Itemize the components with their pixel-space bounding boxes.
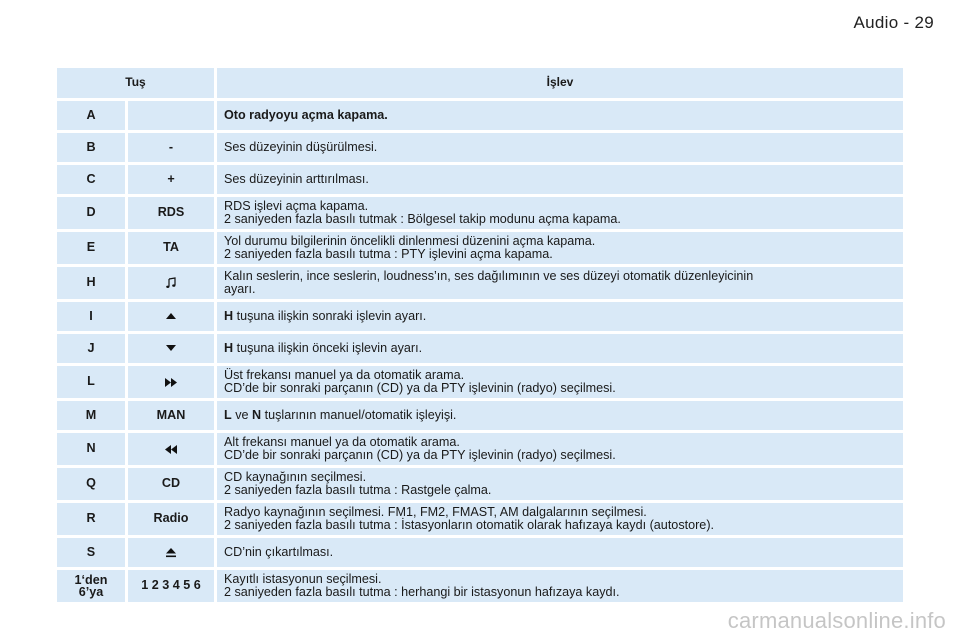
button-cell [128, 101, 214, 130]
key-cell: R [57, 503, 125, 535]
function-cell: H tuşuna ilişkin sonraki işlevin ayarı. [217, 302, 903, 331]
function-cell: Üst frekansı manuel ya da otomatik arama. CD’de bir sonraki parçanın (CD) ya da PTY işlevinin (radyo) seçilmesi. [217, 366, 903, 398]
table-row [57, 433, 903, 465]
table-row [57, 232, 903, 264]
key-cell: E [57, 232, 125, 264]
table-row [57, 197, 903, 229]
key-cell: M [57, 401, 125, 430]
key-cell: C [57, 165, 125, 194]
key-cell: H [57, 267, 125, 299]
function-cell: Ses düzeyinin arttırılması. [217, 165, 903, 194]
page-header: Audio - 29 [853, 13, 934, 32]
function-cell: CD’nin çıkartılması. [217, 538, 903, 567]
key-cell: Q [57, 468, 125, 500]
key-cell: L [57, 366, 125, 398]
button-cell: RDS [128, 197, 214, 229]
function-cell: Ses düzeyinin düşürülmesi. [217, 133, 903, 162]
function-cell: Alt frekansı manuel ya da otomatik arama. CD’de bir sonraki parçanın (CD) ya da PTY işlevinin (radyo) seçilmesi. [217, 433, 903, 465]
function-cell: RDS işlevi açma kapama. 2 saniyeden fazla basılı tutmak : Bölgesel takip modunu açma kapama. [217, 197, 903, 229]
table-row [57, 366, 903, 398]
button-cell: Radio [128, 503, 214, 535]
function-cell: Kayıtlı istasyonun seçilmesi. 2 saniyeden fazla basılı tutma : herhangi bir istasyonun hafızaya kaydı. [217, 570, 903, 602]
rewind-icon [165, 445, 177, 454]
function-cell: Yol durumu bilgilerinin öncelikli dinlenmesi düzenini açma kapama. 2 saniyeden fazla basılı tutma : PTY işlevini açma kapama. [217, 232, 903, 264]
table-header-row [57, 68, 903, 98]
function-cell: CD kaynağının seçilmesi. 2 saniyeden fazla basılı tutma : Rastgele çalma. [217, 468, 903, 500]
button-cell [128, 334, 214, 363]
fast-forward-icon [165, 378, 177, 387]
key-cell: D [57, 197, 125, 229]
function-cell: Radyo kaynağının seçilmesi. FM1, FM2, FMAST, AM dalgalarının seçilmesi. 2 saniyeden fazla basılı tutma : İstasyonların otomatik olarak hafızaya kaydı (autostore). [217, 503, 903, 535]
arrow-up-icon [166, 313, 176, 320]
table-row [57, 503, 903, 535]
button-cell: MAN [128, 401, 214, 430]
table-row [57, 334, 903, 363]
key-cell: B [57, 133, 125, 162]
function-cell: L ve N tuşlarının manuel/otomatik işleyişi. [217, 401, 903, 430]
key-cell: A [57, 101, 125, 130]
table-row [57, 165, 903, 194]
button-cell: - [128, 133, 214, 162]
table-row [57, 468, 903, 500]
arrow-down-icon [166, 345, 176, 352]
button-cell [128, 538, 214, 567]
header-key: Tuş [57, 68, 214, 98]
button-cell: 1 2 3 4 5 6 [128, 570, 214, 602]
button-cell [128, 366, 214, 398]
table-row [57, 401, 903, 430]
header-function: İşlev [217, 68, 903, 98]
button-cell: TA [128, 232, 214, 264]
table-row [57, 267, 903, 299]
table-row [57, 133, 903, 162]
key-cell: J [57, 334, 125, 363]
button-cell: CD [128, 468, 214, 500]
key-cell: I [57, 302, 125, 331]
eject-icon [165, 548, 177, 558]
music-note-icon [165, 277, 177, 289]
table-row [57, 302, 903, 331]
function-cell: H tuşuna ilişkin önceki işlevin ayarı. [217, 334, 903, 363]
watermark: carmanualsonline.info [727, 608, 946, 633]
button-cell: + [128, 165, 214, 194]
button-cell [128, 302, 214, 331]
function-table [57, 68, 903, 605]
table-row [57, 570, 903, 602]
button-cell [128, 433, 214, 465]
key-cell: 1‘den 6’ya [57, 570, 125, 602]
table-row [57, 538, 903, 567]
function-cell: Oto radyoyu açma kapama. [217, 101, 903, 130]
key-cell: N [57, 433, 125, 465]
table-row [57, 101, 903, 130]
key-cell: S [57, 538, 125, 567]
function-cell: Kalın seslerin, ince seslerin, loudness’ın, ses dağılımının ve ses düzeyi otomatik düzenleyicinin ayarı. [217, 267, 903, 299]
button-cell [128, 267, 214, 299]
